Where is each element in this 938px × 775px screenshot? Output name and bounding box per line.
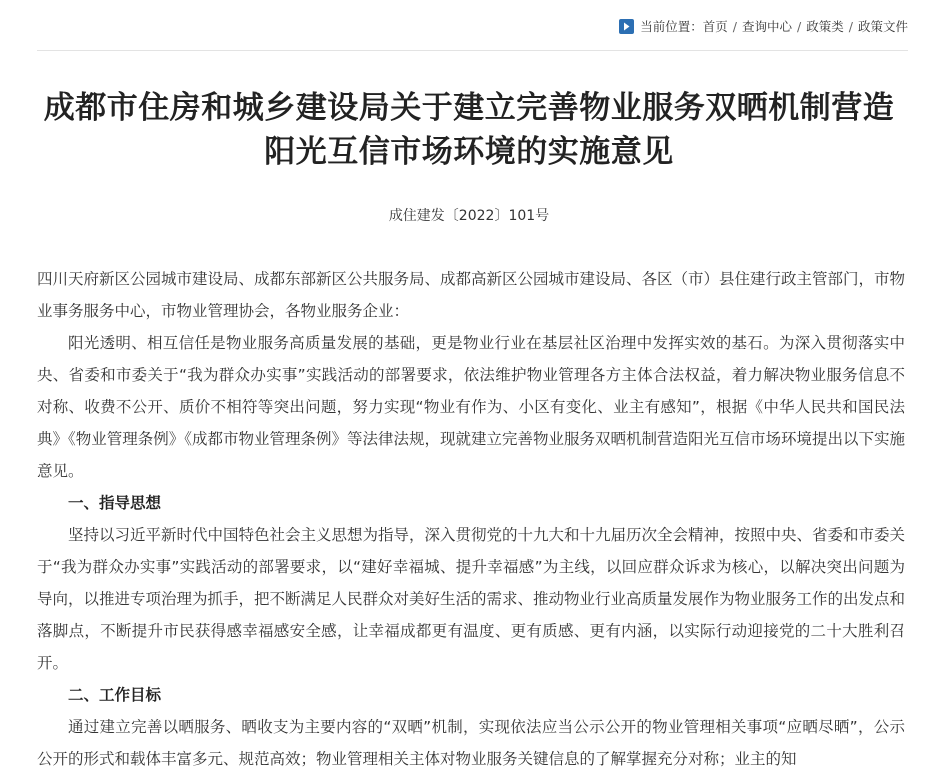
breadcrumb-policy-documents[interactable]: 政策文件 (857, 19, 908, 34)
section-text-guiding-ideology: 坚持以习近平新时代中国特色社会主义思想为指导，深入贯彻党的十九大和十九届历次全会精神，按照中央、省委和市委关于“我为群众办实事”实践活动的部署要求，以“建好幸福城、提升幸福感”为主线，以回应群众诉求为核心，以解决突出问题为导向，以推进专项治理为抓手，把不断满足人民群众对美好生活的需求、推动物业行业高质量发展作为物业服务工作的出发点和落脚点，不断提升市民获得感幸福感安全感，让幸福成都更有温度、更有质感、更有内涵，以实际行动迎接党的二十大胜利召开。 (37, 526, 906, 672)
breadcrumb-home[interactable]: 首页 (702, 19, 728, 34)
breadcrumb-separator: / (732, 18, 738, 34)
breadcrumb-policy-category[interactable]: 政策类 (806, 19, 844, 34)
breadcrumb (619, 17, 908, 35)
intro-paragraph: 阳光透明、相互信任是物业服务高质量发展的基础，更是物业行业在基层社区治理中发挥实效的基石。为深入贯彻落实中央、省委和市委关于“我为群众办实事”实践活动的部署要求，依法维护物业管理各方主体合法权益，着力解决物业服务信息不对称、收费不公开、质价不相符等突出问题，努力实现“物业有作为、小区有变化、业主有感知”，根据《中华人民共和国民法典》《物业管理条例》《成都市物业管理条例》等法律法规，现就建立完善物业服务双晒机制营造阳光互信市场环境提出以下实施意见。 (37, 334, 906, 480)
document-number: 成住建发〔2022〕101号 (388, 208, 550, 224)
section-heading-guiding-ideology: 一、指导思想 (68, 494, 162, 512)
location-arrow-icon (619, 19, 634, 34)
section-text-work-goals: 通过建立完善以晒服务、晒收支为主要内容的“双晒”机制，实现依法应当公示公开的物业管理相关事项“应晒尽晒”，公示公开的形式和载体丰富多元、规范高效；物业管理相关主体对物业服务关键信息的了解掌握充分对称；业主的知 (37, 718, 905, 768)
breadcrumb-separator: / (797, 18, 802, 34)
breadcrumb-bar (37, 0, 908, 51)
breadcrumb-query-center[interactable]: 查询中心 (742, 19, 793, 34)
article-title-line1: 成都市住房和城乡建设局关于建立完善物业服务双晒机制营造 (43, 90, 895, 126)
section-heading-work-goals: 二、工作目标 (68, 686, 162, 704)
recipients: 四川天府新区公园城市建设局、成都东部新区公共服务局、成都高新区公园城市建设局、各区（市）县住建行政主管部门，市物业事务服务中心，市物业管理协会，各物业服务企业： (37, 270, 906, 320)
breadcrumb-separator: / (848, 18, 853, 34)
article-title (20, 86, 918, 174)
article-title-line2: 阳光互信市场环境的实施意见 (264, 134, 674, 170)
article-body (37, 263, 905, 775)
breadcrumb-prefix: 当前位置： (640, 19, 703, 34)
